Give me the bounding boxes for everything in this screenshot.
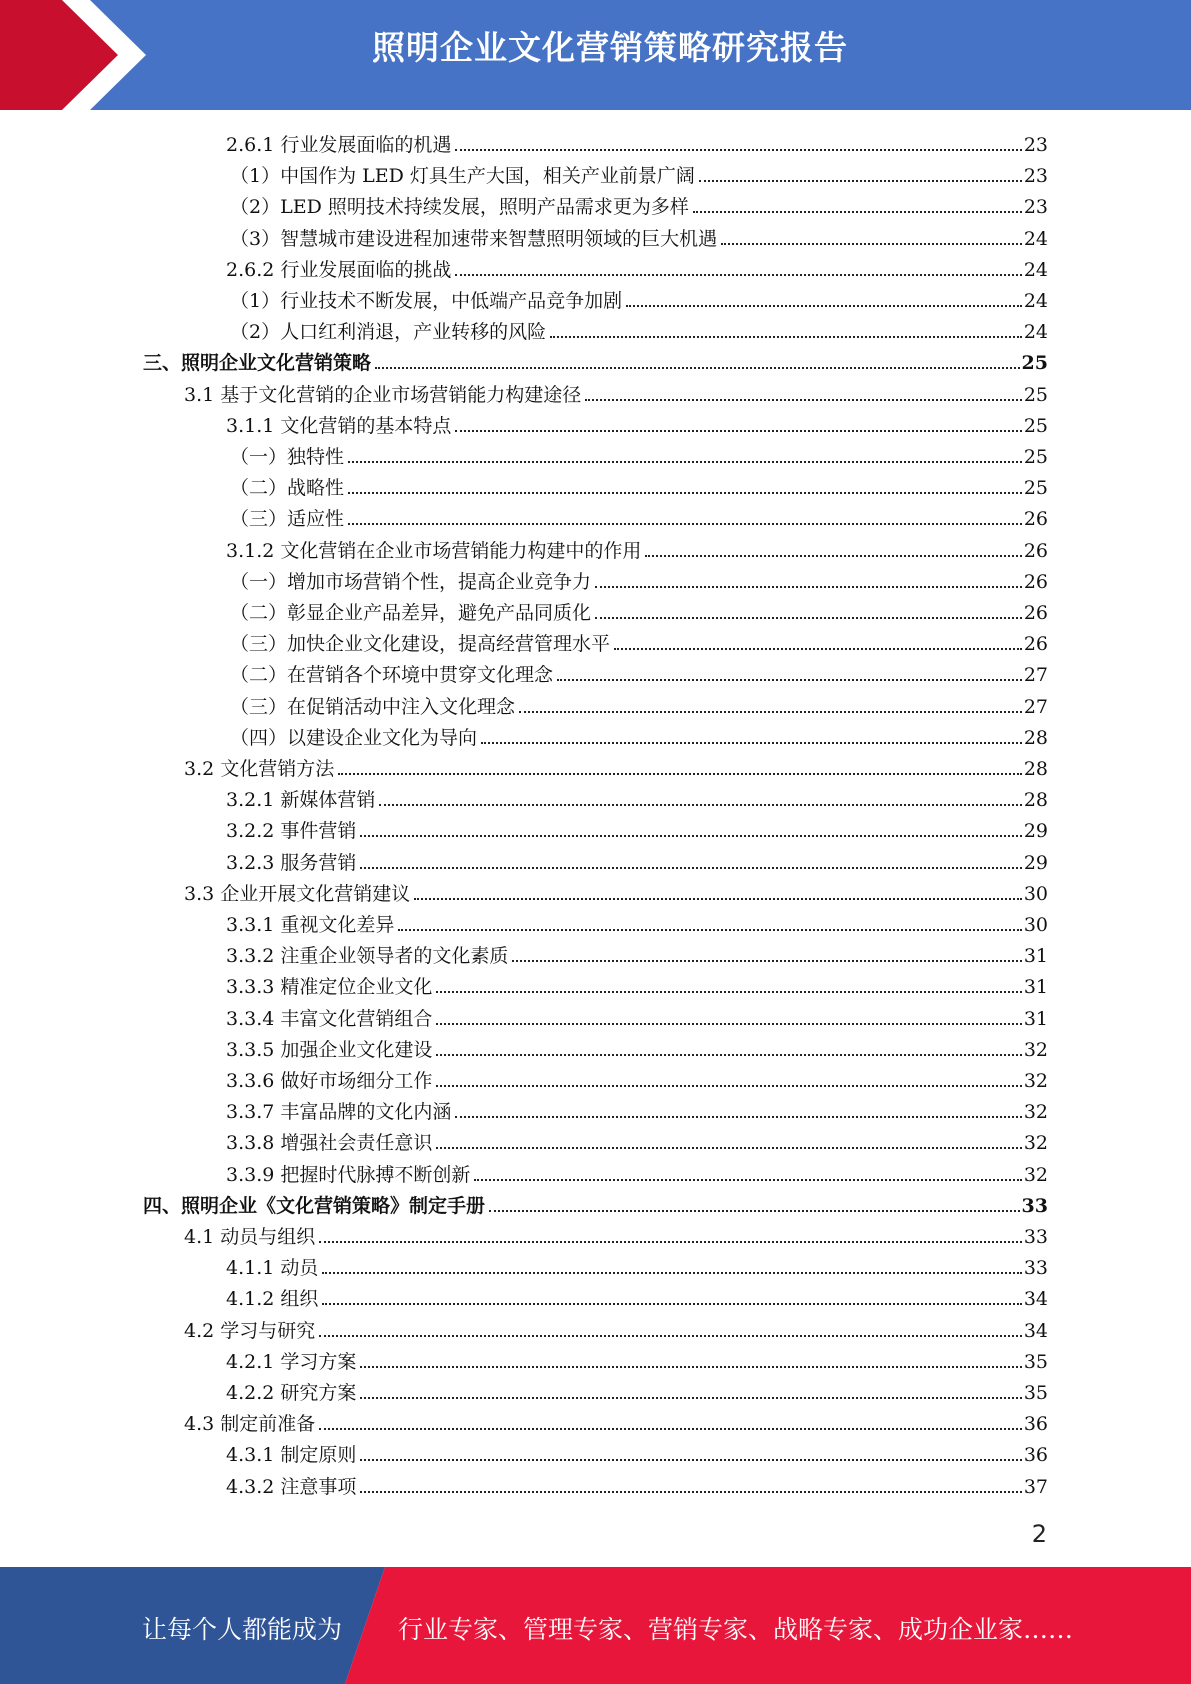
toc-entry-page: 31 (1023, 976, 1048, 999)
toc-entry-label: （二）彰显企业产品差异，避免产品同质化 (230, 601, 595, 625)
toc-dot-leader (338, 773, 1022, 775)
toc-entry-page: 36 (1023, 1413, 1048, 1436)
toc-entry-page: 27 (1023, 695, 1048, 718)
toc-entry-label: 4.3.2 注意事项 (226, 1475, 360, 1499)
toc-entry-page: 29 (1023, 820, 1048, 843)
toc-entry[interactable] (230, 563, 1048, 594)
toc-dot-leader (455, 430, 1021, 432)
toc-entry[interactable] (184, 750, 1048, 781)
toc-dot-leader (360, 867, 1021, 869)
toc-dot-leader (699, 180, 1022, 182)
toc-entry[interactable] (226, 968, 1048, 999)
toc-entry-page: 32 (1023, 1038, 1048, 1061)
toc-entry-page: 25 (1023, 446, 1048, 468)
toc-entry-label: 3.3.9 把握时代脉搏不断创新 (226, 1163, 474, 1187)
toc-entry-page: 30 (1023, 882, 1048, 905)
toc-entry[interactable] (226, 1062, 1048, 1093)
toc-dot-leader (360, 1491, 1021, 1493)
toc-dot-leader (550, 336, 1022, 338)
toc-entry[interactable] (230, 500, 1048, 531)
toc-entry-label: （三）加快企业文化建设，提高经营管理水平 (230, 632, 614, 656)
toc-entry[interactable] (143, 1187, 1048, 1218)
toc-dot-leader (455, 149, 1021, 151)
footer-slogan-right: 行业专家、管理专家、营销专家、战略专家、成功企业家…… (398, 1615, 1074, 1644)
toc-entry-label: 3.1.2 文化营销在企业市场营销能力构建中的作用 (226, 539, 645, 563)
toc-entry-page: 26 (1023, 570, 1048, 593)
toc-entry[interactable] (226, 844, 1048, 875)
toc-entry-page: 25 (1023, 477, 1048, 500)
toc-entry[interactable] (143, 344, 1048, 375)
toc-dot-leader (436, 991, 1021, 993)
toc-entry-label: 3.3.3 精准定位企业文化 (226, 975, 436, 999)
toc-entry[interactable] (226, 1374, 1048, 1405)
toc-entry[interactable] (184, 875, 1048, 906)
toc-entry-page: 35 (1023, 1350, 1048, 1373)
toc-entry-page: 29 (1023, 851, 1048, 874)
toc-entry-page: 31 (1023, 1007, 1048, 1030)
toc-dot-leader (455, 1116, 1021, 1118)
toc-entry-page: 32 (1023, 1132, 1048, 1155)
toc-dot-leader (557, 679, 1022, 681)
toc-entry-label: （三）在促销活动中注入文化理念 (230, 695, 519, 719)
toc-entry-page: 31 (1023, 945, 1048, 968)
toc-entry-page: 25 (1021, 352, 1048, 375)
toc-entry[interactable] (226, 1436, 1048, 1467)
toc-entry[interactable] (230, 188, 1048, 219)
toc-dot-leader (348, 461, 1022, 463)
toc-entry-page: 24 (1023, 227, 1048, 250)
toc-entry-page: 23 (1023, 134, 1048, 156)
toc-entry[interactable] (226, 812, 1048, 843)
document-title: 照明企业文化营销策略研究报告 (372, 28, 848, 67)
toc-dot-leader (474, 1179, 1021, 1181)
page-header (0, 0, 1191, 110)
toc-dot-leader (455, 274, 1021, 276)
toc-dot-leader (348, 523, 1022, 525)
toc-entry[interactable] (226, 937, 1048, 968)
toc-entry-label: （1）行业技术不断发展，中低端产品竞争加剧 (230, 289, 626, 313)
toc-entry[interactable] (184, 1405, 1048, 1436)
toc-entry-page: 35 (1023, 1382, 1048, 1404)
page-number: 2 (1031, 1520, 1047, 1548)
toc-entry-label: （2）人口红利消退，产业转移的风险 (230, 320, 550, 344)
toc-entry[interactable] (230, 157, 1048, 188)
toc-dot-leader (375, 367, 1020, 369)
toc-entry[interactable] (226, 1280, 1048, 1311)
toc-dot-leader (319, 1428, 1022, 1430)
toc-dot-leader (645, 555, 1021, 557)
toc-entry-page: 26 (1023, 508, 1048, 531)
toc-entry-page: 28 (1023, 726, 1048, 749)
toc-entry-page: 24 (1023, 258, 1048, 281)
toc-entry-page: 33 (1023, 1226, 1048, 1248)
toc-dot-leader (414, 898, 1022, 900)
toc-entry-page: 25 (1023, 414, 1048, 437)
toc-entry-label: 3.3.6 做好市场细分工作 (226, 1069, 436, 1093)
toc-entry[interactable] (184, 1312, 1048, 1343)
toc-entry[interactable] (226, 1468, 1048, 1499)
toc-entry-page: 23 (1023, 165, 1048, 188)
toc-dot-leader (398, 929, 1021, 931)
toc-entry-page: 26 (1023, 602, 1048, 624)
toc-entry[interactable] (226, 532, 1048, 563)
toc-entry-label: （三）适应性 (230, 507, 348, 531)
toc-dot-leader (360, 1459, 1021, 1461)
toc-entry-page: 37 (1023, 1475, 1048, 1498)
toc-entry-label: （四）以建设企业文化为导向 (230, 726, 481, 750)
toc-entry-page: 30 (1023, 914, 1048, 936)
toc-dot-leader (595, 586, 1022, 588)
toc-dot-leader (489, 1210, 1020, 1212)
toc-dot-leader (614, 648, 1022, 650)
toc-entry-label: 4.3 制定前准备 (184, 1412, 319, 1436)
toc-dot-leader (379, 804, 1021, 806)
toc-entry-label: （1）中国作为 LED 灯具生产大国，相关产业前景广阔 (230, 164, 699, 188)
toc-dot-leader (436, 1054, 1021, 1056)
toc-entry[interactable] (226, 781, 1048, 812)
toc-entry[interactable] (230, 282, 1048, 313)
toc-entry-page: 27 (1023, 664, 1048, 687)
toc-entry-page: 36 (1023, 1444, 1048, 1467)
toc-entry-label: （一）独特性 (230, 445, 348, 469)
toc-entry[interactable] (230, 719, 1048, 750)
toc-entry[interactable] (226, 251, 1048, 282)
toc-entry-page: 23 (1023, 196, 1048, 219)
toc-entry-label: （一）增加市场营销个性，提高企业竞争力 (230, 570, 595, 594)
toc-entry[interactable] (226, 1124, 1048, 1155)
toc-dot-leader (319, 1241, 1022, 1243)
toc-entry-label: 3.3.7 丰富品牌的文化内涵 (226, 1100, 455, 1124)
toc-dot-leader (436, 1023, 1021, 1025)
toc-entry[interactable] (184, 1218, 1048, 1249)
toc-entry-page: 32 (1023, 1070, 1048, 1092)
toc-entry[interactable] (230, 220, 1048, 251)
toc-entry-label: （2）LED 照明技术持续发展，照明产品需求更为多样 (230, 195, 693, 219)
toc-entry-label: （二）在营销各个环境中贯穿文化理念 (230, 663, 557, 687)
toc-dot-leader (721, 243, 1022, 245)
toc-dot-leader (360, 835, 1021, 837)
toc-dot-leader (348, 492, 1022, 494)
toc-entry[interactable] (226, 1249, 1048, 1280)
toc-entry-label: 3.3.1 重视文化差异 (226, 913, 398, 937)
toc-dot-leader (626, 305, 1022, 307)
footer-slogan-left: 让每个人都能成为 (142, 1615, 343, 1644)
toc-dot-leader (512, 960, 1021, 962)
toc-entry-page: 32 (1023, 1163, 1048, 1186)
toc-entry[interactable] (226, 906, 1048, 937)
toc-dot-leader (519, 711, 1022, 713)
toc-entry-label: 4.2 学习与研究 (184, 1319, 319, 1343)
toc-entry-label: 3.3.8 增强社会责任意识 (226, 1131, 436, 1155)
toc-entry-page: 34 (1023, 1288, 1048, 1311)
toc-entry[interactable] (226, 1031, 1048, 1062)
toc-entry[interactable] (230, 438, 1048, 469)
toc-entry-page: 32 (1023, 1101, 1048, 1124)
toc-dot-leader (322, 1303, 1021, 1305)
toc-entry[interactable] (184, 376, 1048, 407)
toc-entry-label: 3.2.2 事件营销 (226, 819, 360, 843)
toc-entry-page: 33 (1021, 1194, 1048, 1217)
toc-dot-leader (585, 399, 1022, 401)
toc-dot-leader (360, 1366, 1021, 1368)
toc-entry-label: 4.1.2 组织 (226, 1287, 322, 1311)
toc-dot-leader (319, 1335, 1022, 1337)
toc-entry[interactable] (226, 126, 1048, 157)
toc-entry-label: 4.2.1 学习方案 (226, 1350, 360, 1374)
toc-dot-leader (436, 1147, 1021, 1149)
toc-entry[interactable] (230, 656, 1048, 687)
toc-entry-label: 4.2.2 研究方案 (226, 1381, 360, 1405)
toc-entry-label: 3.1.1 文化营销的基本特点 (226, 414, 455, 438)
toc-entry-label: 3.3.5 加强企业文化建设 (226, 1038, 436, 1062)
toc-entry-label: 4.3.1 制定原则 (226, 1443, 360, 1467)
toc-entry-label: 3.3.2 注重企业领导者的文化素质 (226, 944, 512, 968)
toc-entry[interactable] (226, 1093, 1048, 1124)
toc-entry-page: 28 (1023, 789, 1048, 812)
toc-entry-label: 3.3 企业开展文化营销建议 (184, 882, 414, 906)
toc-entry-page: 34 (1023, 1319, 1048, 1342)
toc-entry-page: 26 (1023, 633, 1048, 656)
toc-entry-label: 3.2.1 新媒体营销 (226, 788, 379, 812)
toc-entry[interactable] (230, 469, 1048, 500)
toc-entry-label: （二）战略性 (230, 476, 348, 500)
toc-entry-page: 25 (1023, 383, 1048, 406)
toc-entry[interactable] (226, 1343, 1048, 1374)
toc-entry-page: 26 (1023, 539, 1048, 562)
toc-dot-leader (595, 617, 1022, 619)
page-footer (0, 1567, 1191, 1684)
toc-entry[interactable] (230, 625, 1048, 656)
toc-dot-leader (322, 1272, 1021, 1274)
toc-entry-label: 3.3.4 丰富文化营销组合 (226, 1007, 436, 1031)
toc-entry-label: 2.6.1 行业发展面临的机遇 (226, 133, 455, 157)
toc-entry-page: 24 (1023, 290, 1048, 312)
toc-entry[interactable] (230, 688, 1048, 719)
toc-entry[interactable] (226, 407, 1048, 438)
toc-entry-label: 三、照明企业文化营销策略 (143, 351, 375, 375)
toc-entry-label: 3.2.3 服务营销 (226, 851, 360, 875)
toc-entry-label: （3）智慧城市建设进程加速带来智慧照明领域的巨大机遇 (230, 227, 721, 251)
toc-entry-label: 4.1.1 动员 (226, 1256, 322, 1280)
toc-entry-label: 四、照明企业《文化营销策略》制定手册 (143, 1194, 489, 1218)
toc-dot-leader (360, 1397, 1021, 1399)
toc-entry-label: 3.2 文化营销方法 (184, 757, 338, 781)
toc-entry[interactable] (230, 313, 1048, 344)
toc-dot-leader (436, 1085, 1021, 1087)
toc-dot-leader (481, 742, 1022, 744)
toc-entry-page: 24 (1023, 321, 1048, 344)
toc-entry[interactable] (226, 1000, 1048, 1031)
toc-entry-label: 4.1 动员与组织 (184, 1225, 319, 1249)
toc-entry-page: 28 (1023, 758, 1048, 780)
toc-entry[interactable] (226, 1156, 1048, 1187)
toc-entry-label: 3.1 基于文化营销的企业市场营销能力构建途径 (184, 383, 585, 407)
toc-entry[interactable] (230, 594, 1048, 625)
toc-entry-label: 2.6.2 行业发展面临的挑战 (226, 258, 455, 282)
toc-dot-leader (693, 211, 1022, 213)
toc-entry-page: 33 (1023, 1257, 1048, 1280)
